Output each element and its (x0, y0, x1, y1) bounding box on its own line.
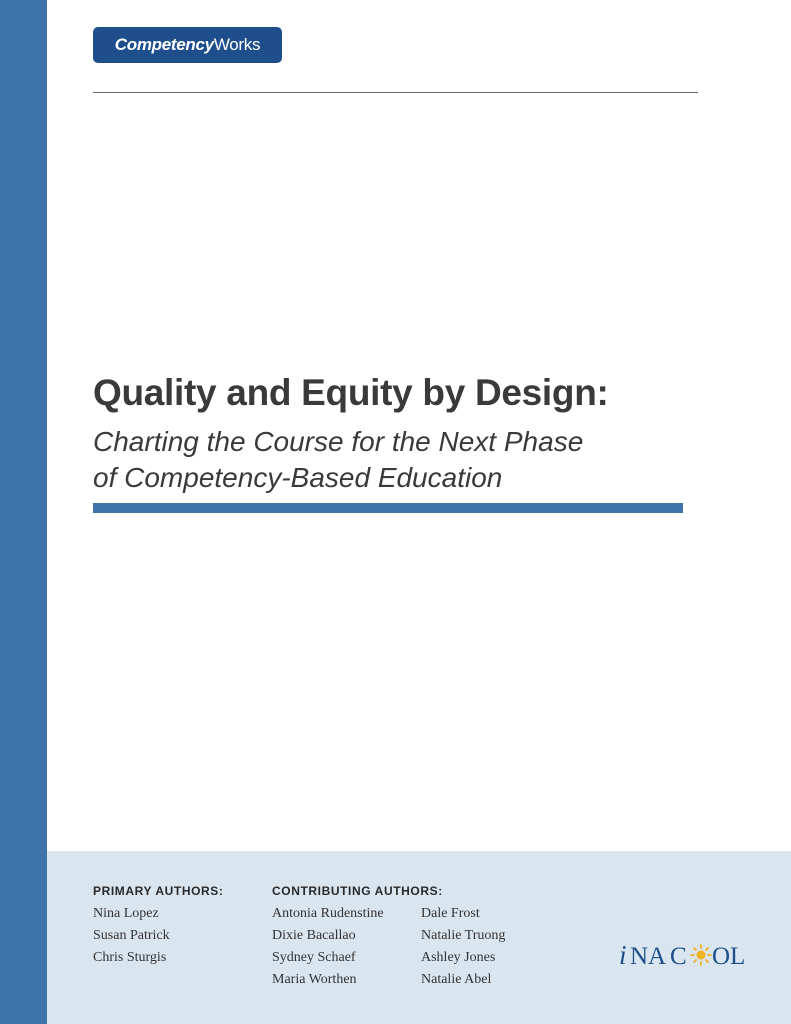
logo-i: i (619, 940, 627, 969)
author-name: Ashley Jones (421, 950, 496, 965)
contributing-authors-list-1 (272, 903, 384, 991)
logo-na: NA (630, 943, 667, 969)
side-band (0, 0, 47, 1024)
contributing-authors-heading: CONTRIBUTING AUTHORS: (272, 884, 443, 898)
subtitle-line-1: Charting the Course for the Next Phase (93, 426, 584, 457)
document-subtitle (93, 424, 713, 496)
author-name: Dale Frost (421, 906, 480, 921)
author-name: Antonia Rudenstine (272, 906, 384, 921)
author-name: Maria Worthen (272, 972, 357, 987)
author-name: Susan Patrick (93, 928, 170, 943)
author-name: Nina Lopez (93, 906, 159, 921)
author-name: Chris Sturgis (93, 950, 167, 965)
primary-authors-heading: PRIMARY AUTHORS: (93, 884, 224, 898)
top-divider (93, 92, 698, 93)
brand-part2: Works (213, 35, 261, 54)
logo-ol: OL (712, 943, 746, 969)
author-name: Dixie Bacallao (272, 928, 356, 943)
document-title: Quality and Equity by Design: (93, 372, 609, 413)
author-name: Sydney Schaef (272, 950, 356, 965)
author-name: Natalie Truong (421, 928, 506, 943)
contributing-authors-list-2 (421, 903, 505, 991)
primary-authors-list (93, 903, 170, 969)
subtitle-line-2: of Competency-Based Education (93, 462, 503, 493)
brand-part1: Competency (114, 35, 214, 54)
inacol-logo (619, 939, 751, 969)
logo-c: C (670, 943, 687, 969)
sun-icon (691, 945, 711, 965)
title-accent-bar (93, 503, 683, 513)
competencyworks-logo (93, 27, 282, 63)
author-name: Natalie Abel (421, 972, 492, 987)
